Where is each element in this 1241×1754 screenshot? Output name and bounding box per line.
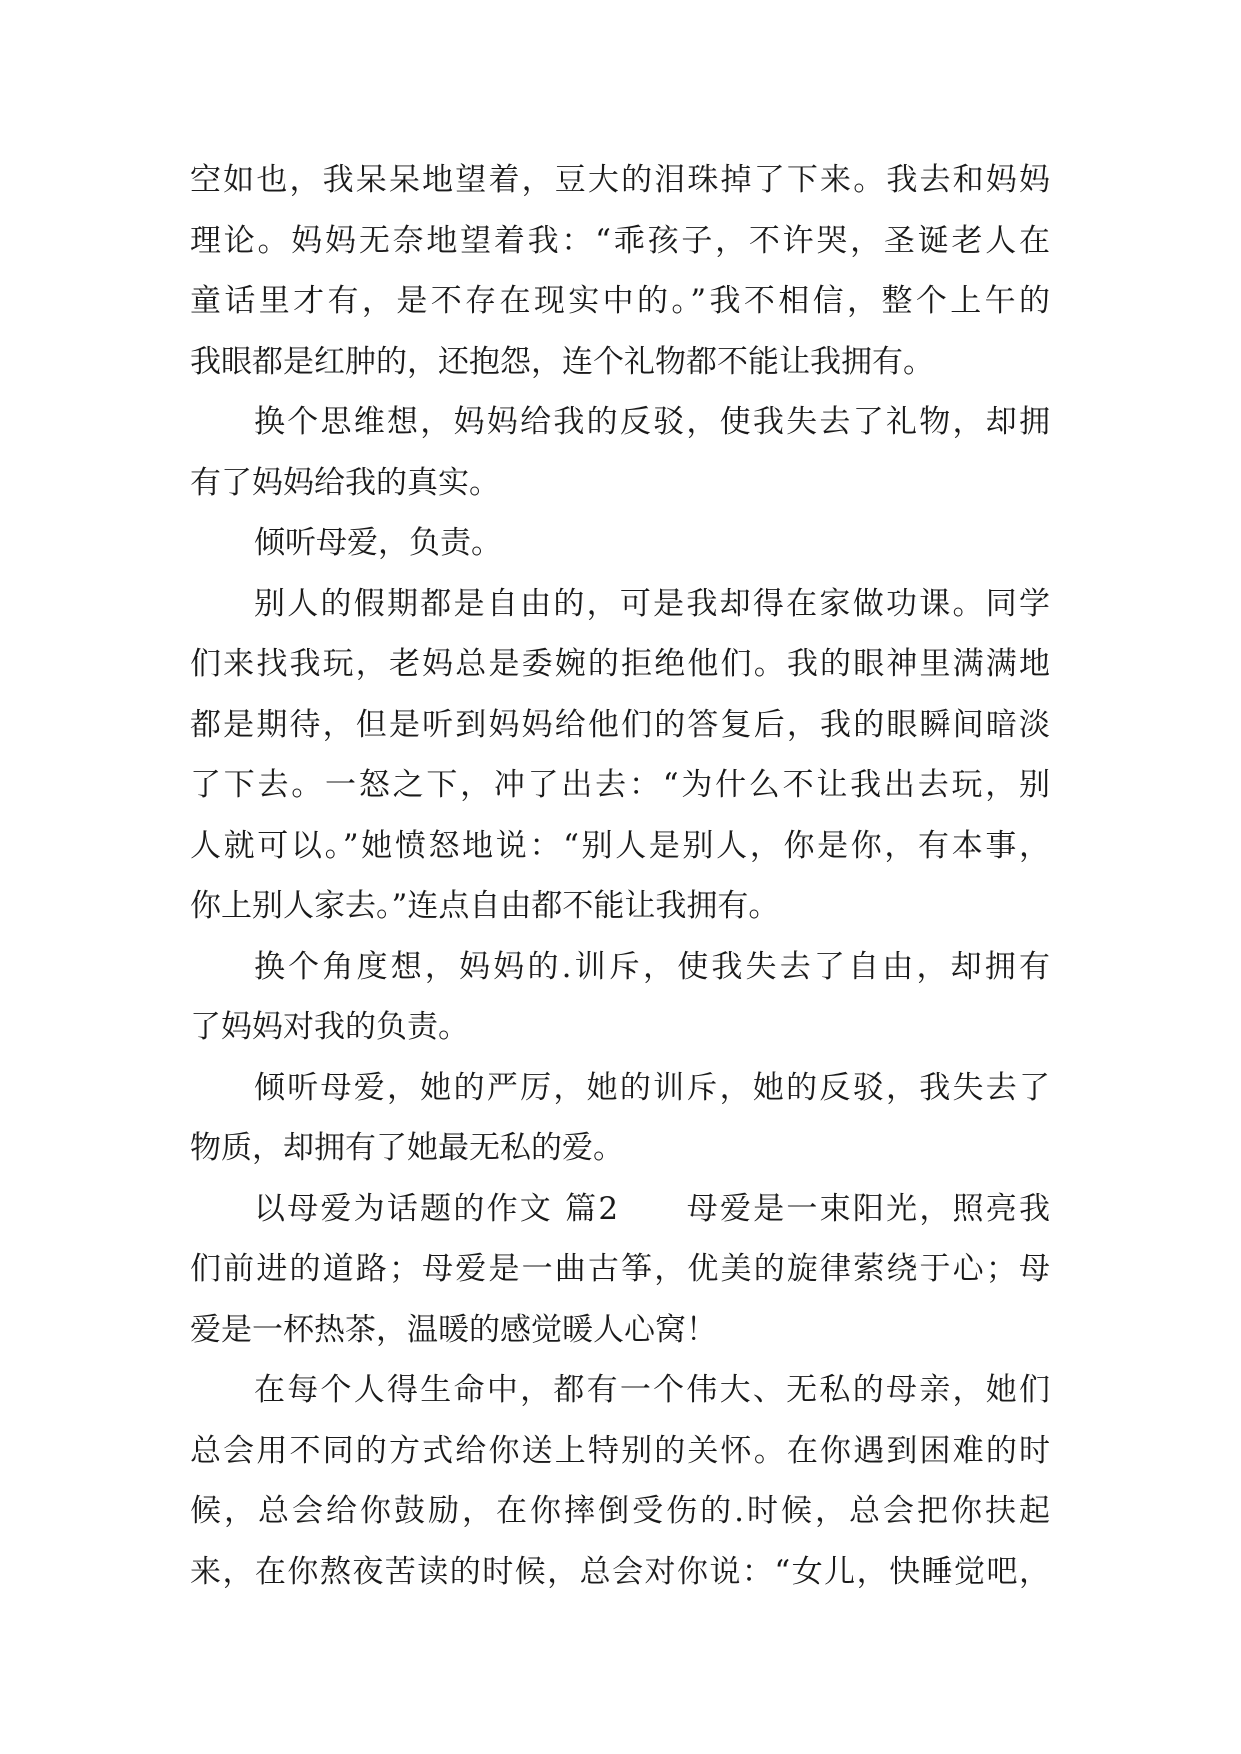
paragraph-start-line: 换个角度想，妈妈的.训斥，使我失去了自由，却拥有 <box>254 948 1050 985</box>
text-line: 有了妈妈给我的真实。 <box>190 464 500 501</box>
text-line: 空如也，我呆呆地望着，豆大的泪珠掉了下来。我去和妈妈 <box>190 162 1050 198</box>
text-line: 童话里才有，是不存在现实中的。”我不相信，整个上午的 <box>190 283 1050 319</box>
text-line: 了妈妈对我的负责。 <box>190 1009 469 1045</box>
essay-body <box>190 150 1050 1602</box>
text-line: 都是期待，但是听到妈妈给他们的答复后，我的眼瞬间暗淡 <box>190 706 1050 743</box>
paragraph-start-line: 别人的假期都是自由的，可是我却得在家做功课。同学 <box>254 585 1050 622</box>
text-line: 总会用不同的方式给你送上特别的关怀。在你遇到困难的时 <box>190 1432 1050 1469</box>
text-line: 了下去。一怒之下，冲了出去：“为什么不让我出去玩，别 <box>190 767 1050 803</box>
text-line: 人就可以。”她愤怒地说：“别人是别人，你是你，有本事， <box>190 827 1050 864</box>
text-line: 爱是一杯热茶，温暖的感觉暖人心窝！ <box>190 1311 717 1348</box>
text-line: 物质，却拥有了她最无私的爱。 <box>190 1130 624 1166</box>
paragraph-start-line: 倾听母爱，负责。 <box>254 525 502 561</box>
paragraph-start-line: 倾听母爱，她的严厉，她的训斥，她的反驳，我失去了 <box>254 1069 1050 1106</box>
text-line: 你上别人家去。”连点自由都不能让我拥有。 <box>190 888 780 924</box>
text-line: 我眼都是红肿的，还抱怨，连个礼物都不能让我拥有。 <box>190 343 934 380</box>
text-line: 候，总会给你鼓励，在你摔倒受伤的.时候，总会把你扶起 <box>190 1493 1050 1529</box>
text-line: 来，在你熬夜苦读的时候，总会对你说：“女儿，快睡觉吧， <box>190 1553 1050 1590</box>
section-heading-line: 以母爱为话题的作文 篇2 母爱是一束阳光，照亮我 <box>254 1190 1050 1227</box>
text-line: 们前进的道路；母爱是一曲古筝，优美的旋律萦绕于心；母 <box>190 1251 1050 1287</box>
paragraph-start-line: 换个思维想，妈妈给我的反驳，使我失去了礼物，却拥 <box>254 404 1050 440</box>
text-line: 理论。妈妈无奈地望着我：“乖孩子，不许哭，圣诞老人在 <box>190 222 1050 259</box>
paragraph-start-line: 在每个人得生命中，都有一个伟大、无私的母亲，她们 <box>254 1372 1050 1408</box>
text-line: 们来找我玩，老妈总是委婉的拒绝他们。我的眼神里满满地 <box>190 646 1050 682</box>
